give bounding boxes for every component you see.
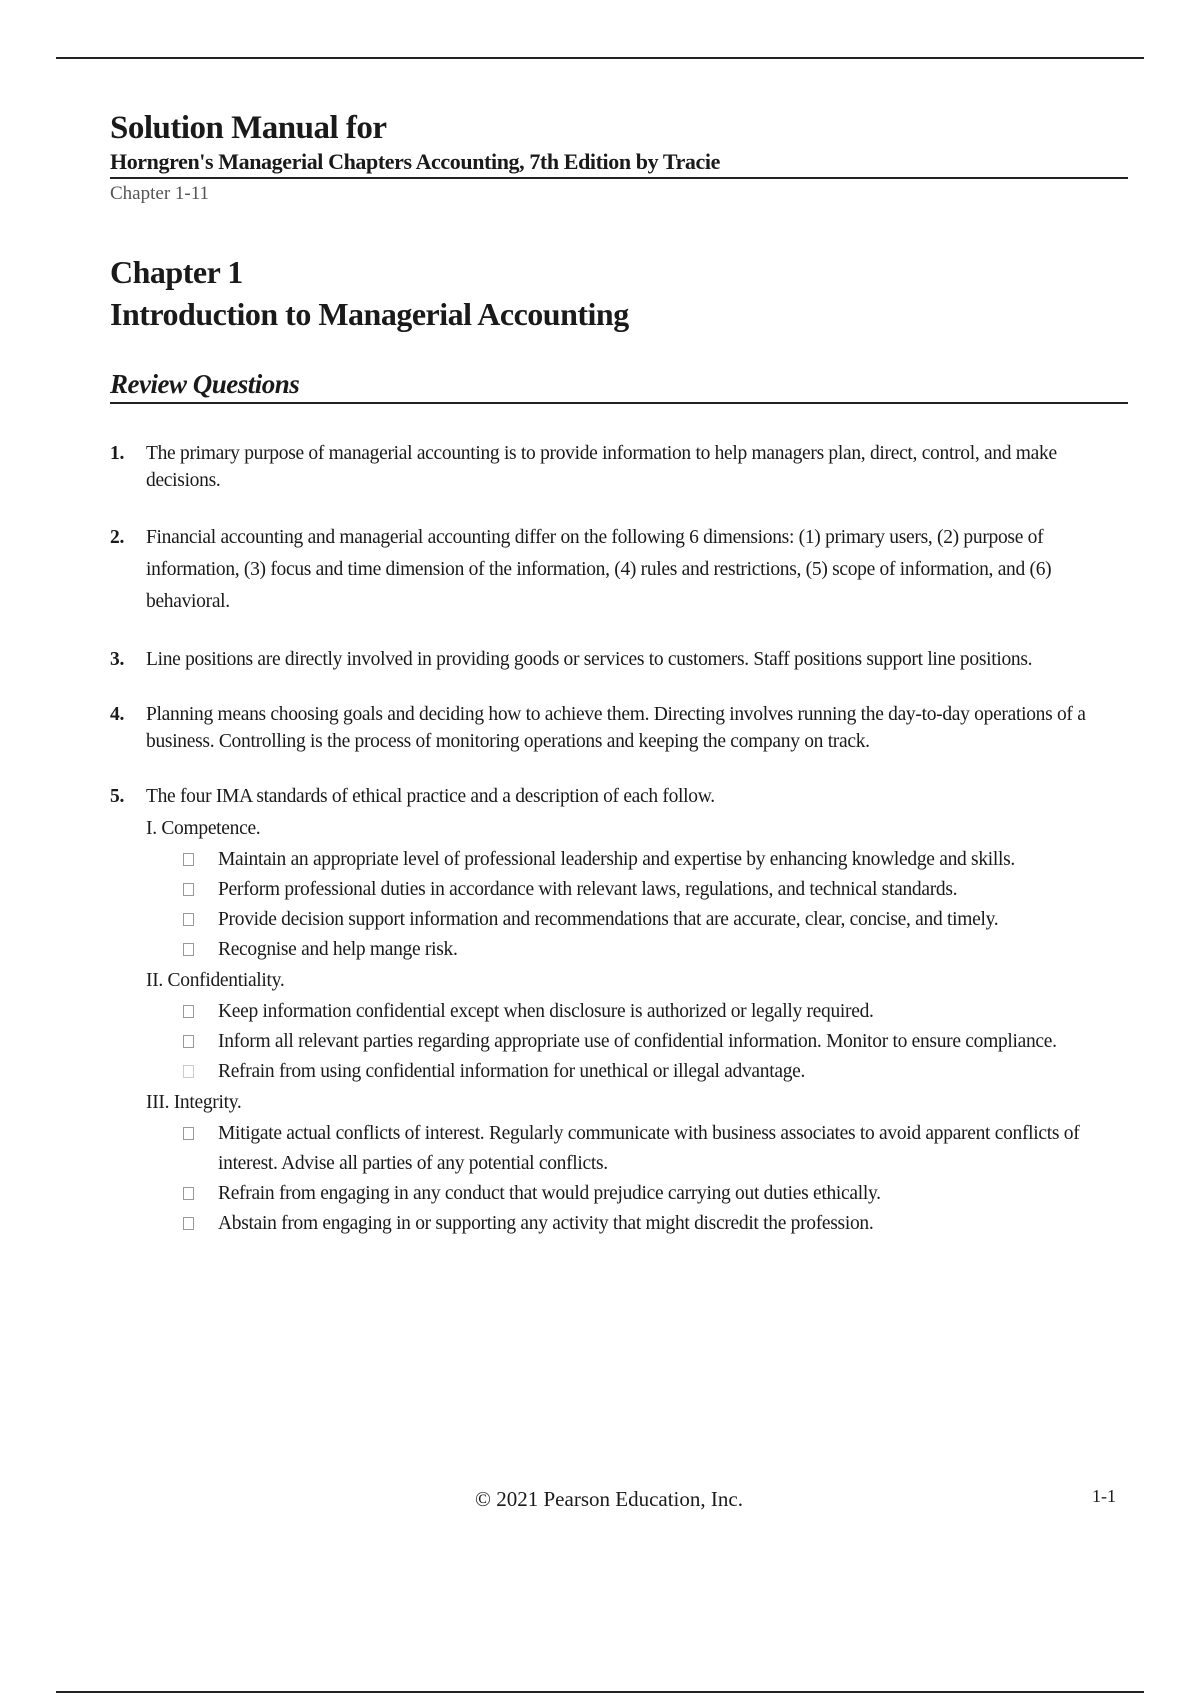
section-heading: Review Questions: [110, 367, 1128, 404]
bullet-text: Mitigate actual conflicts of interest. Regularly communicate with business associates to avoid apparent conflicts of interest. Advise all parties of any potential conflicts.: [218, 1123, 1080, 1174]
checkbox-bullet-icon: [183, 1065, 194, 1078]
bullet-item: [110, 1179, 1128, 1209]
checkbox-bullet-icon: [183, 1217, 194, 1230]
bullet-item: [110, 1119, 1128, 1179]
standard-title: II. Confidentiality.: [146, 970, 285, 991]
question-text: Line positions are directly involved in providing goods or services to customers. Staff positions support line positions.: [146, 649, 1033, 670]
bullet-text: Perform professional duties in accordance with relevant laws, regulations, and technical standards.: [218, 879, 958, 900]
question-item: [110, 522, 1128, 618]
checkbox-bullet-icon: [183, 913, 194, 926]
chapter-title: Introduction to Managerial Accounting: [110, 296, 629, 332]
question-text: Planning means choosing goals and deciding how to achieve them. Directing involves running the day-to-day operations of a business. Controlling is the process of monitoring operations and keeping the company on track.: [146, 704, 1086, 752]
review-questions: [110, 440, 1128, 810]
top-rule: [56, 57, 1144, 59]
document-subtitle: Horngren's Managerial Chapters Accounting, 7th Edition by Tracie: [110, 148, 1128, 179]
question-number: 2.: [110, 527, 125, 548]
bullet-text: Keep information confidential except when disclosure is authorized or legally required.: [218, 1001, 874, 1022]
question-item: [110, 440, 1128, 494]
question-text: The four IMA standards of ethical practice and a description of each follow.: [146, 786, 715, 807]
bottom-rule: [56, 1691, 1144, 1693]
bullet-item: [110, 997, 1128, 1027]
bullet-text: Inform all relevant parties regarding appropriate use of confidential information. Monitor to ensure compliance.: [218, 1031, 1057, 1052]
bullet-item: [110, 1027, 1128, 1057]
page-number: 1-1: [1092, 1486, 1116, 1506]
checkbox-bullet-icon: [183, 853, 194, 866]
bullet-text: Abstain from engaging in or supporting any activity that might discredit the profession.: [218, 1213, 874, 1234]
question-item: [110, 646, 1128, 673]
question-text: Financial accounting and managerial accounting differ on the following 6 dimensions: (1) primary users, (2) purpose of information, (3) focus and time dimension of the information, (4) rules and restrictions, (5) scope of information, and (6) behavioral.: [146, 527, 1052, 612]
question-item: [110, 783, 1128, 810]
chapter-heading: [110, 251, 1128, 335]
standard-confidentiality: [110, 965, 1128, 1087]
standard-title: I. Competence.: [146, 818, 261, 839]
checkbox-bullet-icon: [183, 1005, 194, 1018]
checkbox-bullet-icon: [183, 883, 194, 896]
bullet-item: [110, 875, 1128, 905]
bullet-text: Provide decision support information and recommendations that are accurate, clear, concise, and timely.: [218, 909, 999, 930]
bullet-item: [110, 1057, 1128, 1087]
question-number: 3.: [110, 649, 125, 670]
checkbox-bullet-icon: [183, 1035, 194, 1048]
standard-integrity: [110, 1087, 1128, 1239]
question-number: 1.: [110, 443, 125, 464]
bullet-text: Maintain an appropriate level of professional leadership and expertise by enhancing knowledge and skills.: [218, 849, 1015, 870]
footer-copyright: © 2021 Pearson Education, Inc.: [475, 1487, 743, 1511]
page-content: [110, 108, 1128, 1239]
checkbox-bullet-icon: [183, 943, 194, 956]
bullet-item: [110, 845, 1128, 875]
bullet-text: Refrain from using confidential information for unethical or illegal advantage.: [218, 1061, 806, 1082]
standard-competence: [110, 813, 1128, 965]
question-text: The primary purpose of managerial accounting is to provide information to help managers plan, direct, control, and make decisions.: [146, 443, 1057, 491]
question-number: 5.: [110, 786, 125, 807]
bullet-text: Recognise and help mange risk.: [218, 939, 458, 960]
ima-standards-list: [110, 813, 1128, 1239]
document-title: Solution Manual for: [110, 110, 387, 146]
chapter-range: Chapter 1-11: [110, 183, 210, 204]
checkbox-bullet-icon: [183, 1187, 194, 1200]
question-item: [110, 701, 1128, 755]
bullet-item: [110, 935, 1128, 965]
bullet-item: [110, 1209, 1128, 1239]
checkbox-bullet-icon: [183, 1127, 194, 1140]
standard-title: III. Integrity.: [146, 1092, 242, 1113]
bullet-text: Refrain from engaging in any conduct that would prejudice carrying out duties ethically.: [218, 1183, 881, 1204]
question-number: 4.: [110, 704, 125, 725]
bullet-item: [110, 905, 1128, 935]
chapter-number: Chapter 1: [110, 254, 243, 290]
